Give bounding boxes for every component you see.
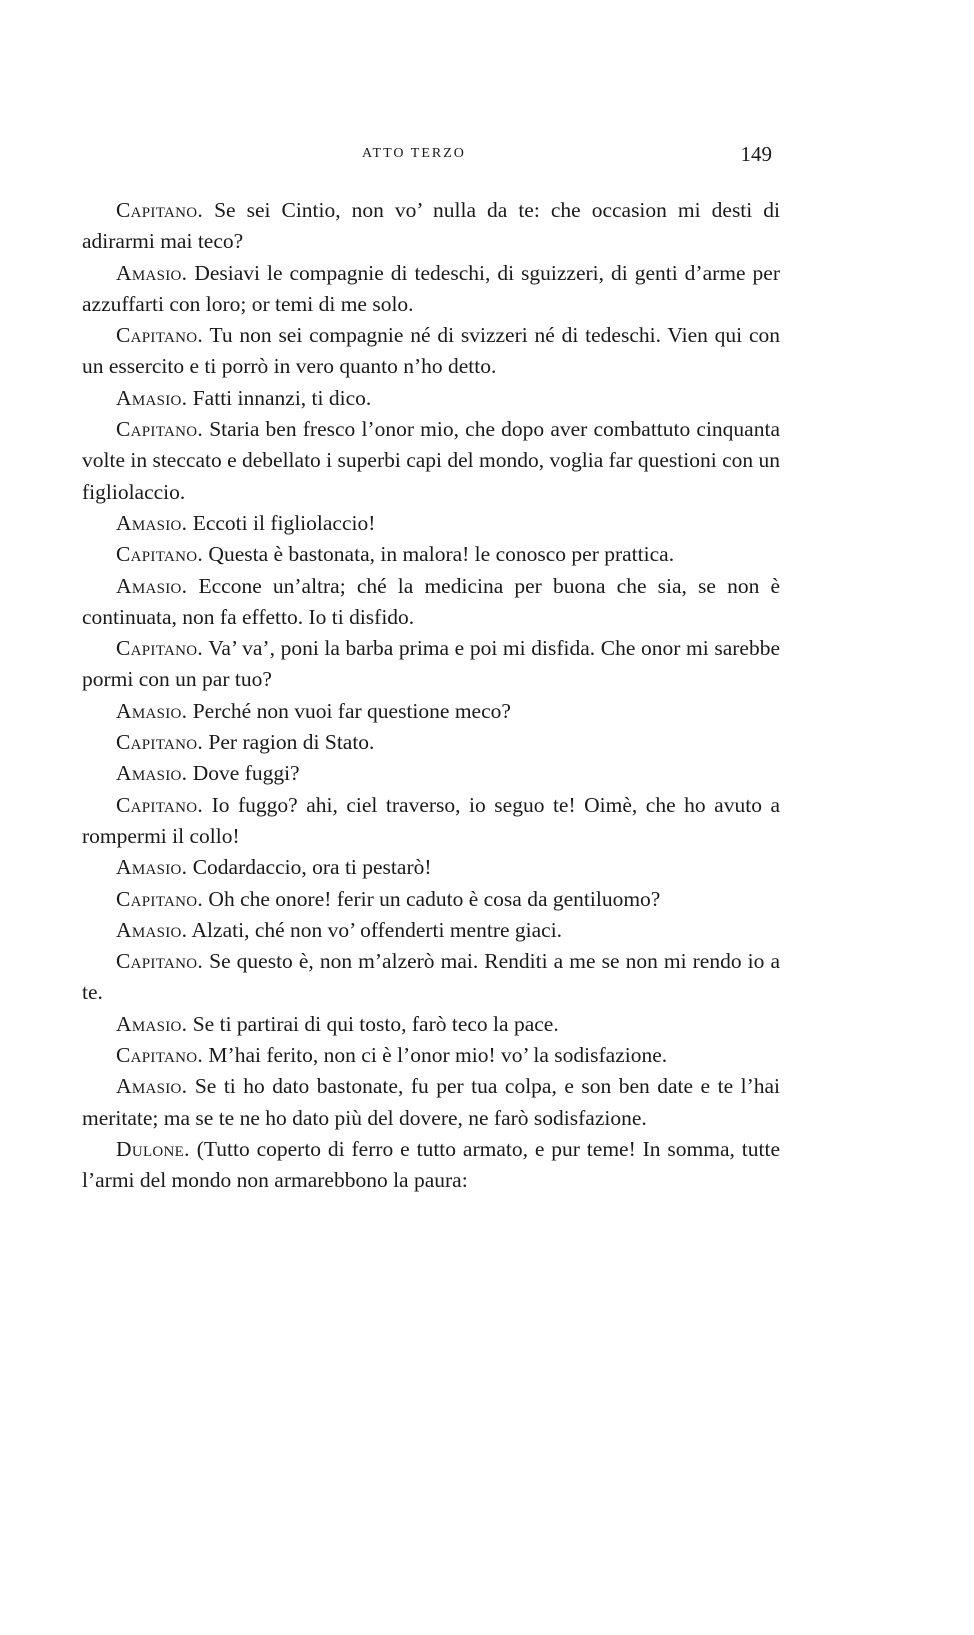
speaker-name: Capitano. [116, 323, 204, 348]
speech-paragraph [82, 1040, 780, 1071]
speech-paragraph [82, 258, 780, 321]
speech-text: Se questo è, non m’alzerò mai. Renditi a me se non mi rendo io a te. [82, 949, 780, 1005]
speech-text: Eccoti il figliolaccio! [187, 510, 376, 535]
speech-text: Eccone un’altra; ché la medicina per buona che sia, se non è continuata, non fa effetto. Io ti disfido. [82, 573, 780, 629]
speaker-name: Amasio. [116, 855, 188, 880]
speech-paragraph [82, 884, 780, 915]
dialogue-text [82, 195, 780, 1197]
speech-paragraph [82, 696, 780, 727]
speech-paragraph [82, 915, 780, 946]
speaker-name: Amasio. [116, 1074, 188, 1099]
speaker-name: Capitano. [116, 417, 204, 442]
speaker-name: Amasio. [116, 573, 188, 598]
speech-text: Se ti ho dato bastonate, fu per tua colpa, e son ben date e te l’hai meritate; ma se te ne ho dato più del dovere, ne farò sodisfazione. [82, 1074, 780, 1130]
speech-paragraph [82, 414, 780, 508]
speech-paragraph [82, 1009, 780, 1040]
speaker-name: Amasio. [116, 761, 188, 786]
speech-paragraph [82, 539, 780, 570]
speech-text: Oh che onore! ferir un caduto è cosa da gentiluomo? [203, 886, 661, 911]
speech-text: (Tutto coperto di ferro e tutto armato, e pur teme! In somma, tutte l’armi del mondo non armarebbono la paura: [82, 1136, 780, 1193]
speech-paragraph [82, 852, 780, 883]
speaker-name: Capitano. [116, 1043, 204, 1068]
speaker-name: Capitano. [116, 886, 204, 911]
speech-text: Dove fuggi? [187, 761, 300, 786]
speaker-name: Amasio. [116, 1011, 188, 1036]
speech-text: Staria ben fresco l’onor mio, che dopo aver combattuto cinquanta volte in steccato e debellato i superbi capi del mondo, voglia far questioni con un figliolaccio. [82, 417, 780, 504]
speech-paragraph [82, 571, 780, 634]
speech-text: Desiavi le compagnie di tedeschi, di sguizzeri, di genti d’arme per azzuffarti con loro; or temi di me solo. [82, 260, 780, 316]
speech-text: Per ragion di Stato. [203, 730, 375, 755]
speech-text: Alzati, ché non vo’ offenderti mentre giaci. [187, 917, 563, 942]
speech-paragraph [82, 1071, 780, 1134]
speech-text: Perché non vuoi far questione meco? [187, 698, 511, 723]
speech-text: Se ti partirai di qui tosto, farò teco la pace. [187, 1011, 559, 1036]
speech-text: Io fuggo? ahi, ciel traverso, io seguo te! Oimè, che ho avuto a rompermi il collo! [82, 792, 780, 848]
speech-paragraph [82, 946, 780, 1009]
page-number: 149 [740, 142, 772, 166]
speech-paragraph [82, 1134, 780, 1197]
speech-paragraph [82, 195, 780, 258]
speech-paragraph [82, 508, 780, 539]
speaker-name: Amasio. [116, 698, 188, 723]
speaker-name: Capitano. [116, 542, 204, 567]
speaker-name: Capitano. [116, 792, 204, 817]
speech-text: Codardaccio, ora ti pestarò! [187, 855, 432, 880]
speech-paragraph [82, 727, 780, 758]
speaker-name: Capitano. [116, 730, 204, 755]
speech-text: Tu non sei compagnie né di svizzeri né di tedeschi. Vien qui con un essercito e ti porrò in vero quanto n’ho detto. [82, 323, 780, 379]
speaker-name: Amasio. [116, 510, 188, 535]
speaker-name: Amasio. [116, 917, 188, 942]
speech-paragraph [82, 320, 780, 383]
speech-paragraph [82, 758, 780, 789]
speaker-name: Capitano. [116, 949, 204, 974]
speech-text: Se sei Cintio, non vo’ nulla da te: che occasion mi desti di adirarmi mai teco? [82, 198, 780, 254]
speech-text: M’hai ferito, non ci è l’onor mio! vo’ la sodisfazione. [203, 1043, 668, 1068]
speaker-name: Capitano. [116, 636, 204, 661]
speaker-name: Capitano. [116, 198, 204, 222]
speech-text: Questa è bastonata, in malora! le conosco per prattica. [203, 542, 675, 567]
speech-text: Fatti innanzi, ti dico. [187, 385, 372, 410]
speech-text: Va’ va’, poni la barba prima e poi mi disfida. Che onor mi sarebbe pormi con un par tuo? [82, 636, 780, 692]
speech-paragraph [82, 790, 780, 853]
speaker-name: Dulone. [116, 1136, 190, 1161]
running-title: ATTO TERZO [362, 146, 466, 161]
speaker-name: Amasio. [116, 260, 188, 285]
speech-paragraph [82, 383, 780, 414]
running-header [80, 142, 772, 168]
speaker-name: Amasio. [116, 385, 188, 410]
speech-paragraph [82, 633, 780, 696]
